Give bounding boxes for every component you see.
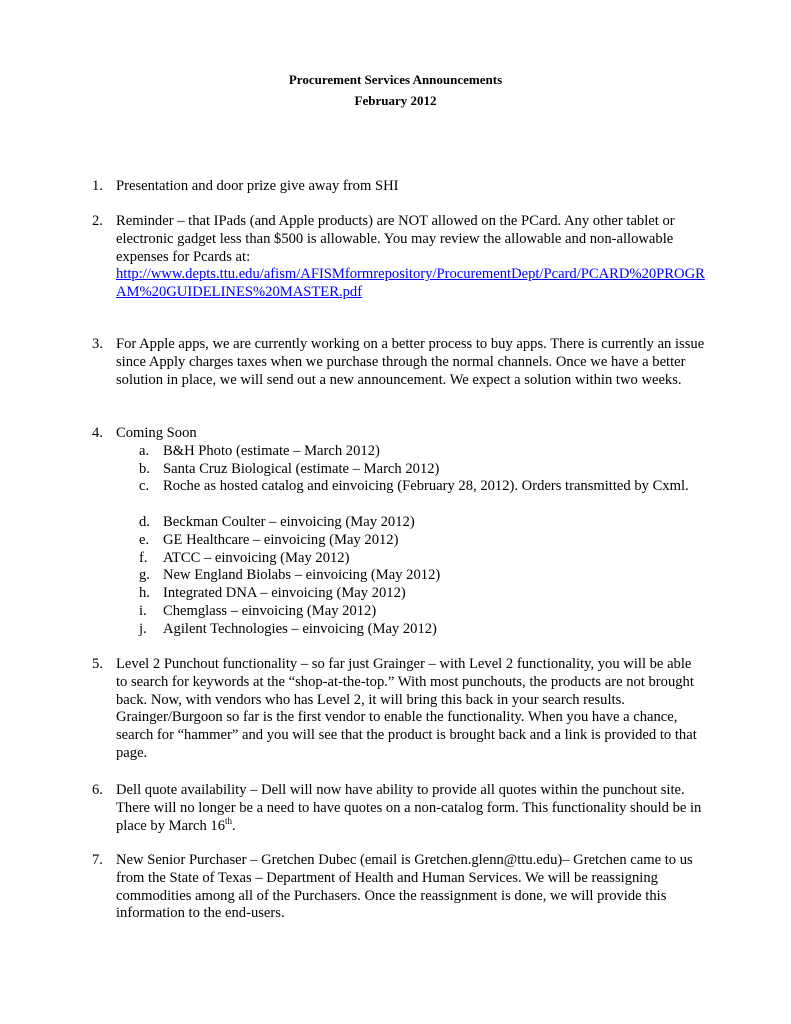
sub-item xyxy=(116,621,706,639)
sub-item-text: GE Healthcare – einvoicing (May 2012) xyxy=(163,531,399,548)
sub-item-text: B&H Photo (estimate – March 2012) xyxy=(163,442,380,459)
sub-item xyxy=(116,478,706,514)
item-text: Coming Soon xyxy=(116,425,197,441)
sub-item-letter: j. xyxy=(139,620,147,637)
item-number: 7. xyxy=(92,852,103,868)
sub-item xyxy=(116,567,706,585)
item-number: 1. xyxy=(92,178,103,194)
item-number: 2. xyxy=(92,213,103,229)
item-text-block xyxy=(116,782,706,835)
sub-item-text: Roche as hosted catalog and einvoicing (February 28, 2012). Orders transmitted by Cxml. xyxy=(163,478,689,495)
sub-item-text: ATCC – einvoicing (May 2012) xyxy=(163,549,350,566)
sub-item xyxy=(116,550,706,568)
item-text: Level 2 Punchout functionality – so far just Grainger – with Level 2 functionality, you will be able to search for keywords at the “shop-at-the-top.” With most punchouts, the products are not brought back. Now, with vendors who has Level 2, it will bring this back in your search results. Grainger/Burgoon so far is the first vendor to enable the functionality. When you have a chance, search for “hammer” and you will see that the product is brought back and a link is provided to that page. xyxy=(116,656,697,761)
item-text: For Apple apps, we are currently working on a better process to buy apps. There is currently an issue since Apply charges taxes when we purchase through the normal channels. Once we have a better solution in place, we will send out a new announcement. We expect a solution within two weeks. xyxy=(116,336,705,388)
sub-item-letter: h. xyxy=(139,585,150,602)
sub-item-letter: b. xyxy=(139,460,150,477)
sub-item-letter: f. xyxy=(139,549,148,566)
sub-item xyxy=(116,603,706,621)
sub-item xyxy=(116,532,706,550)
sub-item xyxy=(116,461,706,479)
sub-item-letter: d. xyxy=(139,513,150,530)
sub-item xyxy=(116,514,706,532)
item-number: 6. xyxy=(92,782,103,798)
item-text: New Senior Purchaser – Gretchen Dubec (email is Gretchen.glenn@ttu.edu)– Gretchen came to us from the State of Texas – Department of Health and Human Services. We will be reassigning commodities among all of the Purchasers. Once the reassignment is done, we will provide this information to the end-users. xyxy=(116,852,693,922)
sub-item-letter: g. xyxy=(139,567,150,584)
sub-item-text: New England Biolabs – einvoicing (May 2012) xyxy=(163,567,441,584)
ordinal-suffix: th xyxy=(225,815,233,826)
item-text-block xyxy=(116,213,706,302)
item-text: Reminder – that IPads (and Apple products) are NOT allowed on the PCard. Any other tablet or electronic gadget less than $500 is allowable. You may review the allowable and non-allowable expenses for Pcards at: xyxy=(116,213,675,265)
sub-item-letter: a. xyxy=(139,442,150,459)
item-number: 5. xyxy=(92,656,103,672)
item-number: 3. xyxy=(92,336,103,352)
item-number: 4. xyxy=(92,425,103,441)
page-date: February 2012 xyxy=(354,93,437,108)
sub-item-letter: c. xyxy=(139,478,150,495)
sub-item-letter: e. xyxy=(139,531,150,548)
sub-item-text: Beckman Coulter – einvoicing (May 2012) xyxy=(163,513,415,530)
item-text-block xyxy=(116,425,706,639)
sub-item xyxy=(116,585,706,603)
sub-item-text: Santa Cruz Biological (estimate – March 2012) xyxy=(163,460,440,477)
item-text: Dell quote availability – Dell will now have ability to provide all quotes within the punchout site. There will no longer be a need to have quotes on a non-catalog form. This functionality should be in place by March 16 xyxy=(116,782,702,834)
sub-item-text: Integrated DNA – einvoicing (May 2012) xyxy=(163,585,406,602)
sub-item xyxy=(116,443,706,461)
sub-item-letter: i. xyxy=(139,602,147,619)
sub-item-text: Agilent Technologies – einvoicing (May 2012) xyxy=(163,620,437,637)
sub-item-text: Chemglass – einvoicing (May 2012) xyxy=(163,602,377,619)
page-title: Procurement Services Announcements xyxy=(288,72,503,87)
item-text-end: . xyxy=(232,817,236,834)
pcard-guidelines-link[interactable]: http://www.depts.ttu.edu/afism/AFISMformrepository/ProcurementDept/Pcard/PCARD%20PROGRAM%20GUIDELINES%20MASTER.pdf xyxy=(116,266,705,301)
item-text: Presentation and door prize give away from SHI xyxy=(116,178,399,194)
